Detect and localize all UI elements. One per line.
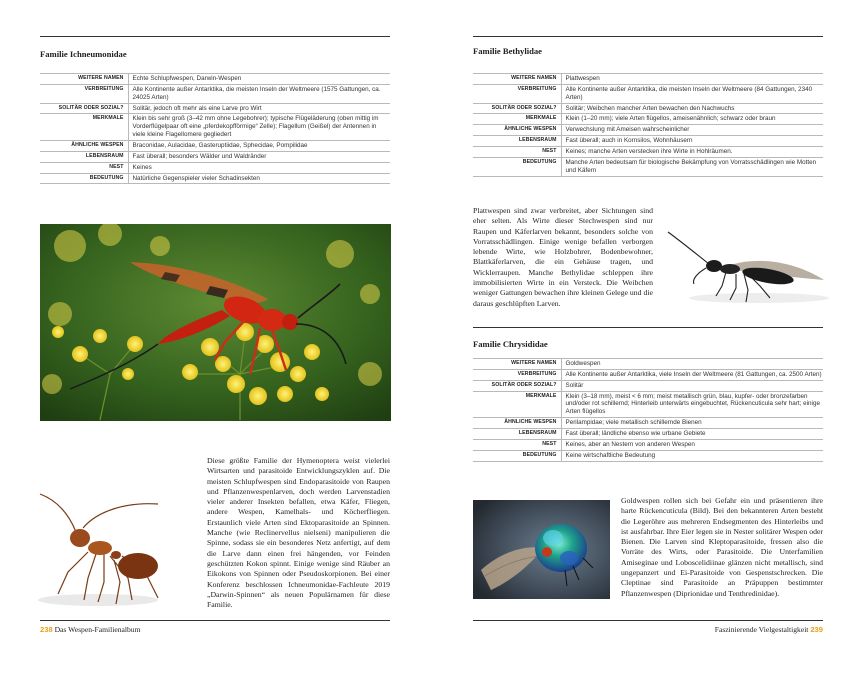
info-row: [40, 141, 390, 152]
info-row: [473, 147, 823, 158]
info-key: WEITERE NAMEN: [473, 359, 561, 370]
info-value: Keines: [128, 162, 390, 173]
bethylid-wasp-photo: [664, 222, 834, 310]
info-value: Verwechslung mit Ameisen wahrscheinlicher: [561, 125, 823, 136]
info-value: Solitär: [561, 380, 823, 391]
info-value: Natürliche Gegenspieler vieler Schadinsekten: [128, 173, 390, 184]
info-key: BEDEUTUNG: [473, 157, 561, 176]
info-value: Alle Kontinente außer Antarktika, viele Inseln der Weltmeere (81 Gattungen, ca. 2500 Arten): [561, 369, 823, 380]
section-rule: [473, 327, 823, 328]
info-key: VERBREITUNG: [40, 84, 128, 103]
info-key: NEST: [473, 439, 561, 450]
info-row: [473, 359, 823, 370]
info-key: MERKMALE: [40, 114, 128, 141]
info-value: Fast überall; auch in Kornsilos, Wohnhäusern: [561, 136, 823, 147]
info-row: [473, 84, 823, 103]
info-row: [40, 173, 390, 184]
info-value: Solitär, jedoch oft mehr als eine Larve pro Wirt: [128, 103, 390, 114]
info-key: NEST: [473, 147, 561, 158]
section-title-bethylidae: Familie Bethylidae: [473, 46, 542, 56]
info-value: Keines, aber an Nestern von anderen Wespen: [561, 439, 823, 450]
running-title: Faszinierende Vielgestaltigkeit: [714, 625, 809, 634]
info-key: WEITERE NAMEN: [40, 74, 128, 85]
info-row: [473, 157, 823, 176]
cuckoo-wasp-photo: [473, 500, 610, 599]
top-rule: [473, 36, 823, 37]
info-row: [473, 114, 823, 125]
info-key: SOLITÄR ODER SOZIAL?: [40, 103, 128, 114]
info-row: [473, 391, 823, 418]
footer-left: [40, 625, 141, 634]
info-row: [473, 125, 823, 136]
info-value: Goldwespen: [561, 359, 823, 370]
info-key: WEITERE NAMEN: [473, 74, 561, 85]
info-value: Klein bis sehr groß (3–42 mm ohne Legebohrer); typische Flügeläderung (oben mittig im Vorderflügelpaar oft eine „pferdekopfförmige“ Zelle); Flagellum (Geißel) der Antennen in viele kleine Flagellomere gegliedert: [128, 114, 390, 141]
info-value: Braconidae, Aulacidae, Gasteruptiidae, Sphecidae, Pompilidae: [128, 141, 390, 152]
footer-right: [693, 625, 823, 634]
info-value: Perilampidae; viele metallisch schillernde Bienen: [561, 418, 823, 429]
ant-like-wasp-photo: [28, 482, 200, 614]
info-row: [40, 114, 390, 141]
info-row: [40, 162, 390, 173]
info-value: Plattwespen: [561, 74, 823, 85]
info-key: ÄHNLICHE WESPEN: [473, 125, 561, 136]
right-page: [421, 0, 842, 673]
info-value: Manche Arten bedeutsam für biologische Bekämpfung von Vorratsschädlingen wie Motten und Käfern: [561, 157, 823, 176]
info-key: VERBREITUNG: [473, 369, 561, 380]
info-key: ÄHNLICHE WESPEN: [40, 141, 128, 152]
info-value: Fast überall; ländliche ebenso wie urbane Gebiete: [561, 429, 823, 440]
page-number: 239: [810, 625, 823, 634]
info-key: MERKMALE: [473, 391, 561, 418]
info-row: [473, 74, 823, 85]
chrysididae-paragraph: Goldwespen rollen sich bei Gefahr ein und präsentieren ihre harte Rückencuticula (Bild). Bei den bekannteren Arten besteht die Legeröhre aus mehreren Endsegmenten des Hinterleibs und ist ausfahrbar. Ihre Eier legen sie in Nester solitärer Wespen oder Bienen. Die Larven sind Kleptoparasitoide, fressen also die Vorräte des Wirts, oder Parasitoide. Die Unterfamilien Amiseginae und Loboscelidiinae glänzen nicht metallisch, sind ungepanzert und Ei-Parasitoide von Gespenstschrecken. Die Cleptinae sind Parasitoide an Präpuppen bestimmter Pflanzenwespen (Diprionidae und Tenthredinidae).: [621, 496, 823, 598]
info-row: [473, 136, 823, 147]
info-key: SOLITÄR ODER SOZIAL?: [473, 380, 561, 391]
info-key: BEDEUTUNG: [40, 173, 128, 184]
info-value: Keine wirtschaftliche Bedeutung: [561, 450, 823, 461]
info-key: VERBREITUNG: [473, 84, 561, 103]
info-table-chrysididae: [473, 358, 823, 462]
bethylidae-paragraph: Plattwespen sind zwar verbreitet, aber Sichtungen sind eher selten. Als Wirte dieser Stechwespen sind nur Raupen und Käferlarven bekannt, besonders solche von Vorratsschädlingen. Einige wenige befallen verborgen lebende Wirte, wie Holzbohrer, Bodenbewohner, Blattkäferlarven, die ein Gehäuse tragen, und Wicklerraupen. Manche Bethylidae schleppen ihre immobilisierten Wirte in ein Versteck. Die Weibchen weniger Gattungen bewachen ihre kleinen Gelege und die daraus geschlüpften Larven.: [473, 206, 653, 308]
info-key: MERKMALE: [473, 114, 561, 125]
info-key: ÄHNLICHE WESPEN: [473, 418, 561, 429]
info-row: [473, 429, 823, 440]
page-number: 238: [40, 625, 53, 634]
info-table-bethylidae: [473, 73, 823, 177]
info-key: NEST: [40, 162, 128, 173]
wasp-on-flowers-photo: [40, 224, 391, 421]
footer-rule: [40, 620, 390, 621]
running-title: Das Wespen-Familienalbum: [54, 625, 141, 634]
info-row: [40, 151, 390, 162]
info-row: [473, 418, 823, 429]
info-value: Alle Kontinente außer Antarktika, die meisten Inseln der Weltmeere (1575 Gattungen, ca. 24025 Arten): [128, 84, 390, 103]
info-key: LEBENSRAUM: [473, 429, 561, 440]
info-row: [473, 450, 823, 461]
family-description-paragraph: Diese größte Familie der Hymenoptera weist vielerlei Wirtsarten und parasitoide Entwicklungszyklen auf. Die meisten Schlupfwespen sind Endoparasitoide von Raupen und Pflanzenwespenlarven, doch werden Larvenstadien vieler anderer Insekten befallen, etwa Käfer, Fliegen, andere Wespen, Kamelhals- und Köcherfliegen. Erstaunlich viele Arten sind Ektoparasitoide an Spinnen. Manche (wie Reclinervellus nielseni) manipulieren die Spinne, sodass sie ein besonderes Netz anfertigt, auf dem die Larve dann einen frei hängenden, vor Feinden geschützten Kokon spinnt. Einige wenige sind Räuber an Eikokons von Spinnen oder Pseudoskorpionen. Bei einer Konferenz beschlossen Ichneumonidae-Fachleute 2019 „Darwin-Spinnen“ als neuen Populärnamen für diese Familie.: [207, 456, 390, 610]
footer-rule: [473, 620, 823, 621]
info-row: [40, 84, 390, 103]
info-key: LEBENSRAUM: [473, 136, 561, 147]
info-value: Alle Kontinente außer Antarktika, die meisten Inseln der Weltmeere (84 Gattungen, 2340 Arten): [561, 84, 823, 103]
info-row: [473, 103, 823, 114]
info-key: LEBENSRAUM: [40, 151, 128, 162]
info-value: Fast überall; besonders Wälder und Waldränder: [128, 151, 390, 162]
info-row: [473, 380, 823, 391]
info-table: [40, 73, 390, 184]
section-title-chrysididae: Familie Chrysididae: [473, 339, 548, 349]
info-key: BEDEUTUNG: [473, 450, 561, 461]
info-value: Klein (3–18 mm), meist < 6 mm; meist metallisch grün, blau, kupfer- oder bronzefarben und/oder rot schillernd; Hinterleib unterwärts eingebuchtet, Rückencuticula sehr hart; einige Arten flügellos: [561, 391, 823, 418]
info-row: [473, 369, 823, 380]
info-row: [40, 103, 390, 114]
section-title: Familie Ichneumonidae: [40, 49, 127, 59]
info-row: [40, 74, 390, 85]
info-key: SOLITÄR ODER SOZIAL?: [473, 103, 561, 114]
top-rule: [40, 36, 390, 37]
info-value: Klein (1–20 mm); viele Arten flügellos, ameisenähnlich; schwarz oder braun: [561, 114, 823, 125]
info-value: Solitär; Weibchen mancher Arten bewachen den Nachwuchs: [561, 103, 823, 114]
info-value: Keines; manche Arten verstecken ihre Wirte in Hohlräumen.: [561, 147, 823, 158]
info-value: Echte Schlupfwespen, Darwin-Wespen: [128, 74, 390, 85]
info-row: [473, 439, 823, 450]
